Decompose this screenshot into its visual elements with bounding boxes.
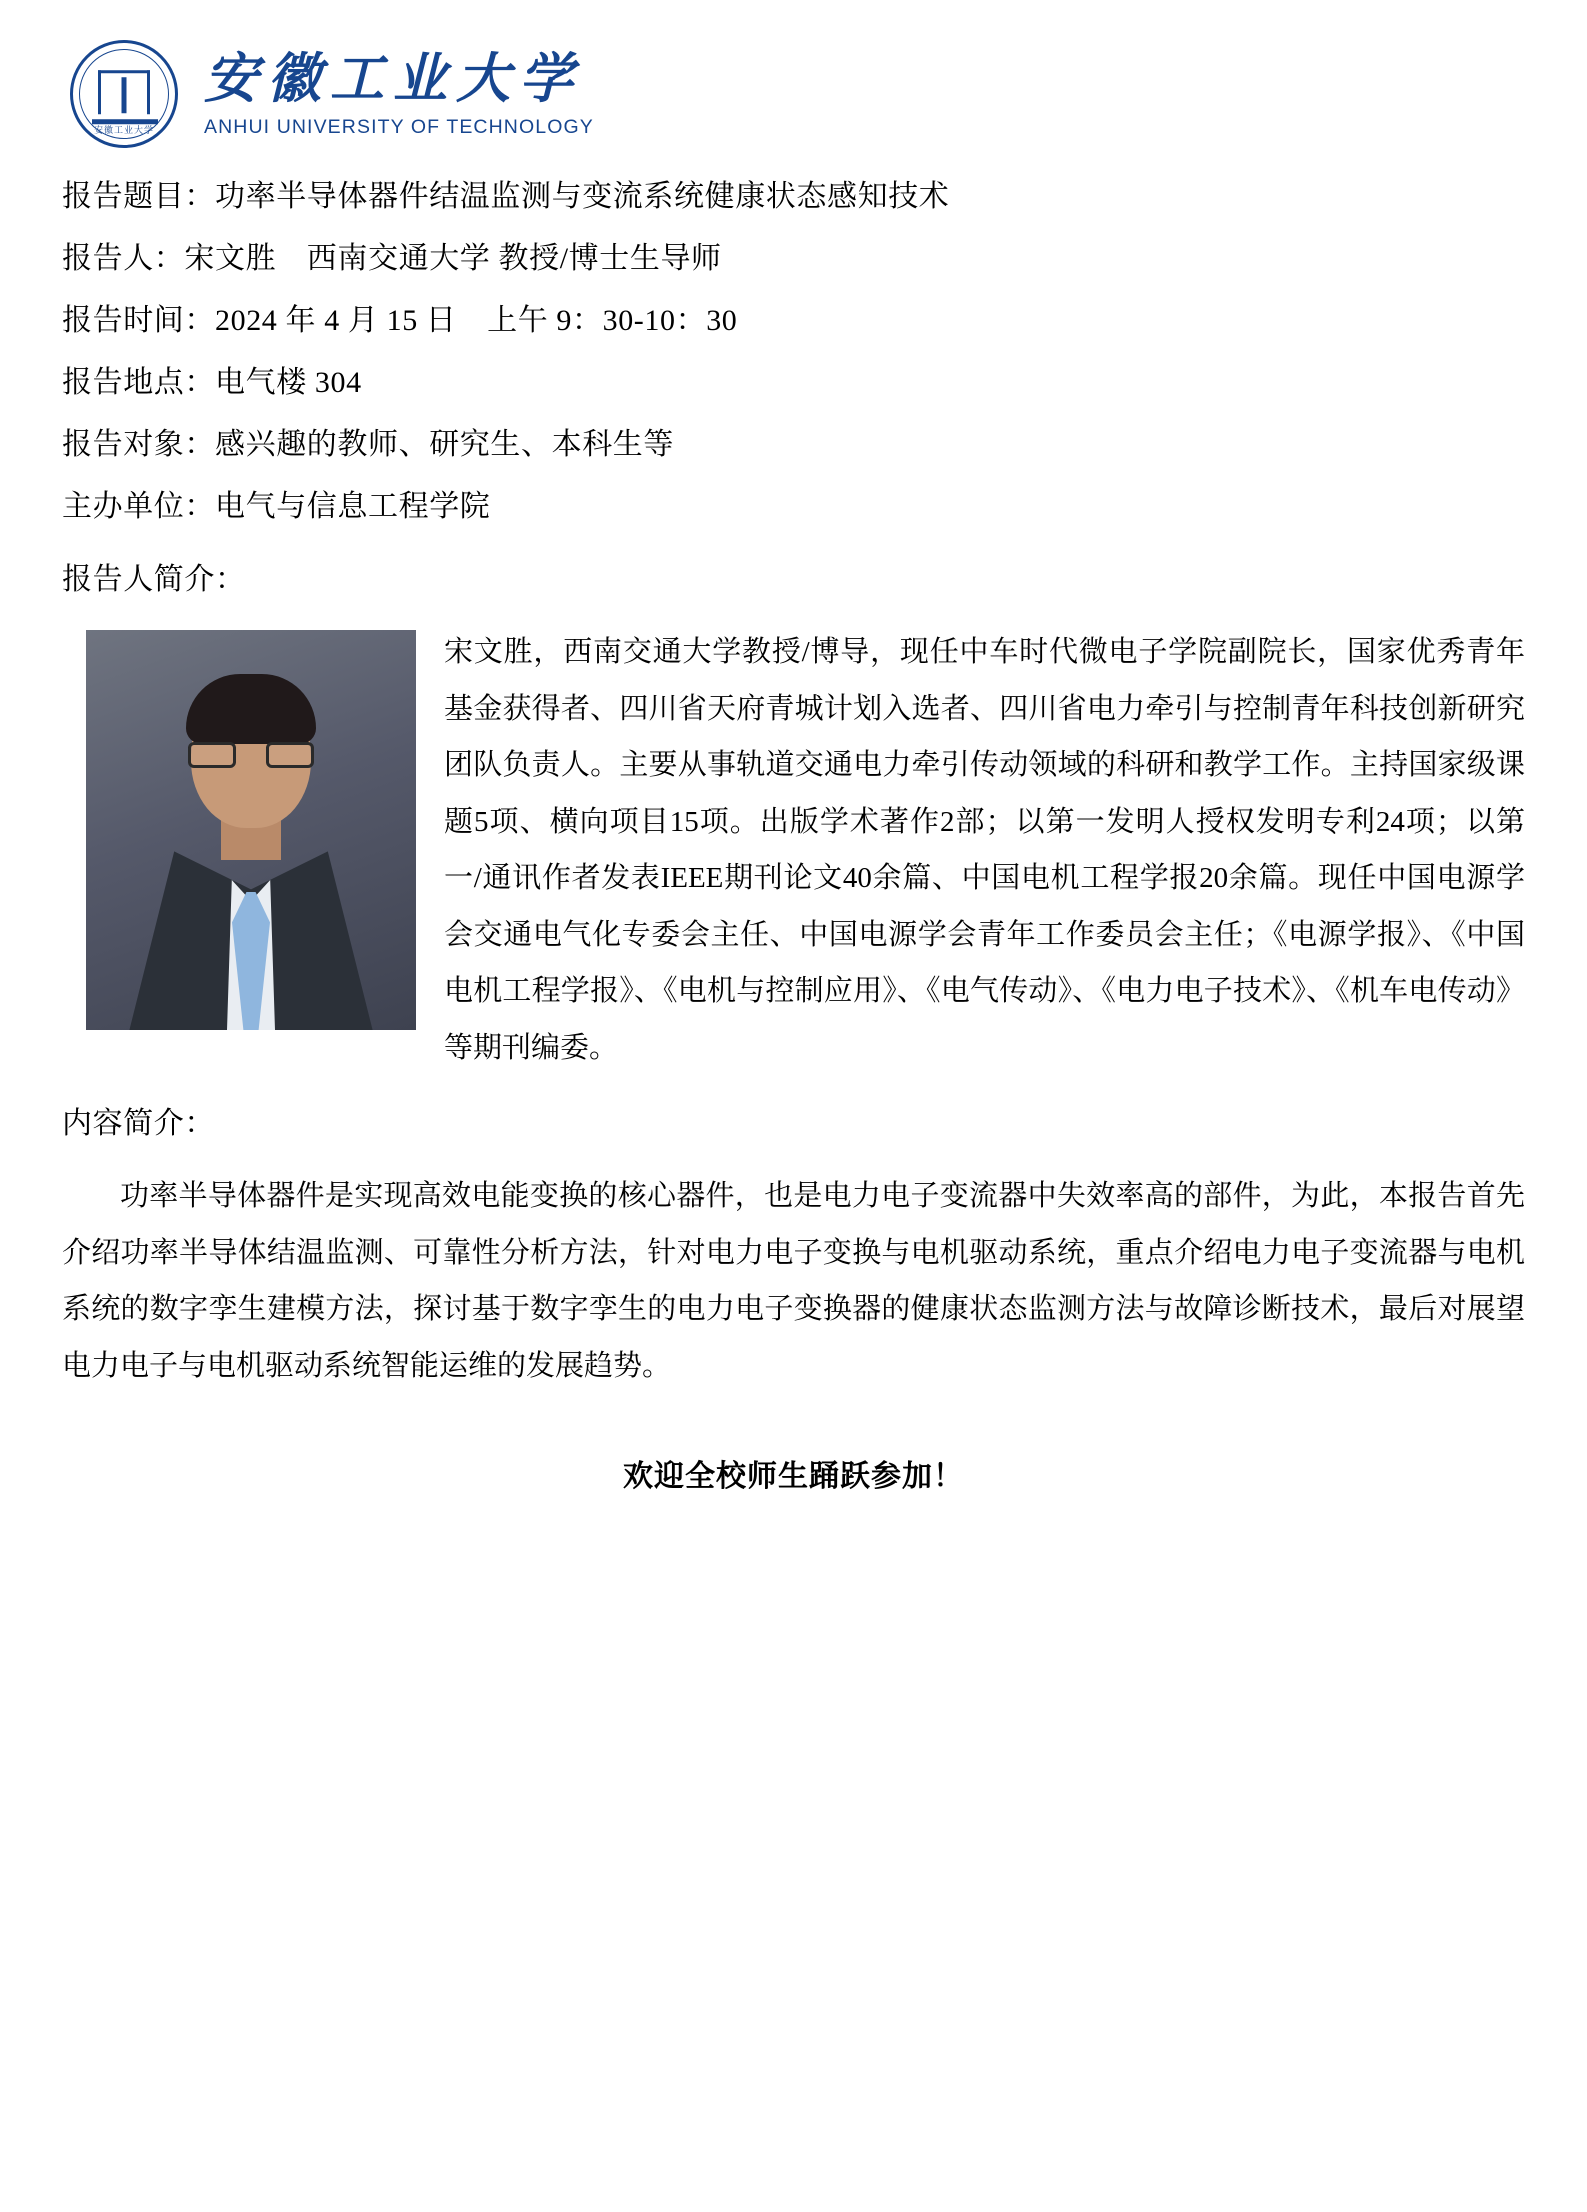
seal-text: 安徽工业大学 — [93, 125, 154, 135]
letterhead — [62, 40, 1525, 148]
field-time-value: 2024 年 4 月 15 日 上午 9：30-10：30 — [215, 304, 738, 337]
field-audience-label: 报告对象： — [62, 428, 215, 461]
field-speaker-label: 报告人： — [62, 242, 185, 275]
speaker-bio-heading: 报告人简介： — [62, 563, 246, 596]
field-time — [62, 306, 1525, 336]
field-location-label: 报告地点： — [62, 366, 215, 399]
speaker-bio-block — [62, 624, 1525, 1076]
field-title-label: 报告题目： — [62, 180, 215, 213]
portrait-hair — [186, 674, 316, 744]
field-time-label: 报告时间： — [62, 304, 215, 337]
field-speaker-value: 宋文胜 西南交通大学 教授/博士生导师 — [184, 242, 722, 275]
field-organizer — [62, 492, 1525, 522]
university-wordmark — [204, 49, 594, 138]
seal-gate-glyph — [98, 70, 150, 114]
speaker-portrait — [86, 630, 416, 1030]
field-location-value: 电气楼 304 — [215, 366, 362, 399]
university-name-cn: 安徽工业大学 — [204, 49, 582, 110]
field-audience-value: 感兴趣的教师、研究生、本科生等 — [215, 428, 674, 461]
university-name-en: ANHUI UNIVERSITY OF TECHNOLOGY — [204, 115, 594, 138]
field-audience — [62, 430, 1525, 460]
field-location — [62, 368, 1525, 398]
portrait-glasses-icon — [188, 742, 314, 768]
field-organizer-value: 电气与信息工程学院 — [215, 490, 491, 523]
speaker-bio-text: 宋文胜，西南交通大学教授/博导，现任中车时代微电子学院副院长，国家优秀青年基金获得者、四川省天府青城计划入选者、四川省电力牵引与控制青年科技创新研究团队负责人。主要从事轨道交通电力牵引传动领域的科研和教学工作。主持国家级课题5项、横向项目15项。出版学术著作2部；以第一发明人授权发明专利24项；以第一/通讯作者发表IEEE期刊论文40余篇、中国电机工程学报20余篇。现任中国电源学会交通电气化专委会主任、中国电源学会青年工作委员会主任；《电源学报》、《中国电机工程学报》、《电机与控制应用》、《电气传动》、《电力电子技术》、《机车电传动》等期刊编委。 — [444, 636, 1525, 1064]
field-title — [62, 182, 1525, 212]
content-text: 功率半导体器件是实现高效电能变换的核心器件，也是电力电子变流器中失效率高的部件，为此，本报告首先介绍功率半导体结温监测、可靠性分析方法，针对电力电子变换与电机驱动系统，重点介绍电力电子变流器与电机系统的数字孪生建模方法，探讨基于数字孪生的电力电子变换器的健康状态监测方法与故障诊断技术，最后对展望电力电子与电机驱动系统智能运维的发展趋势。 — [62, 1180, 1525, 1383]
field-title-value: 功率半导体器件结温监测与变流系统健康状态感知技术 — [215, 180, 950, 213]
closing-line: 欢迎全校师生踊跃参加！ — [623, 1459, 964, 1493]
field-speaker — [62, 244, 1525, 274]
field-organizer-label: 主办单位： — [62, 490, 215, 523]
university-seal-icon — [70, 40, 178, 148]
content-heading: 内容简介： — [62, 1107, 215, 1141]
